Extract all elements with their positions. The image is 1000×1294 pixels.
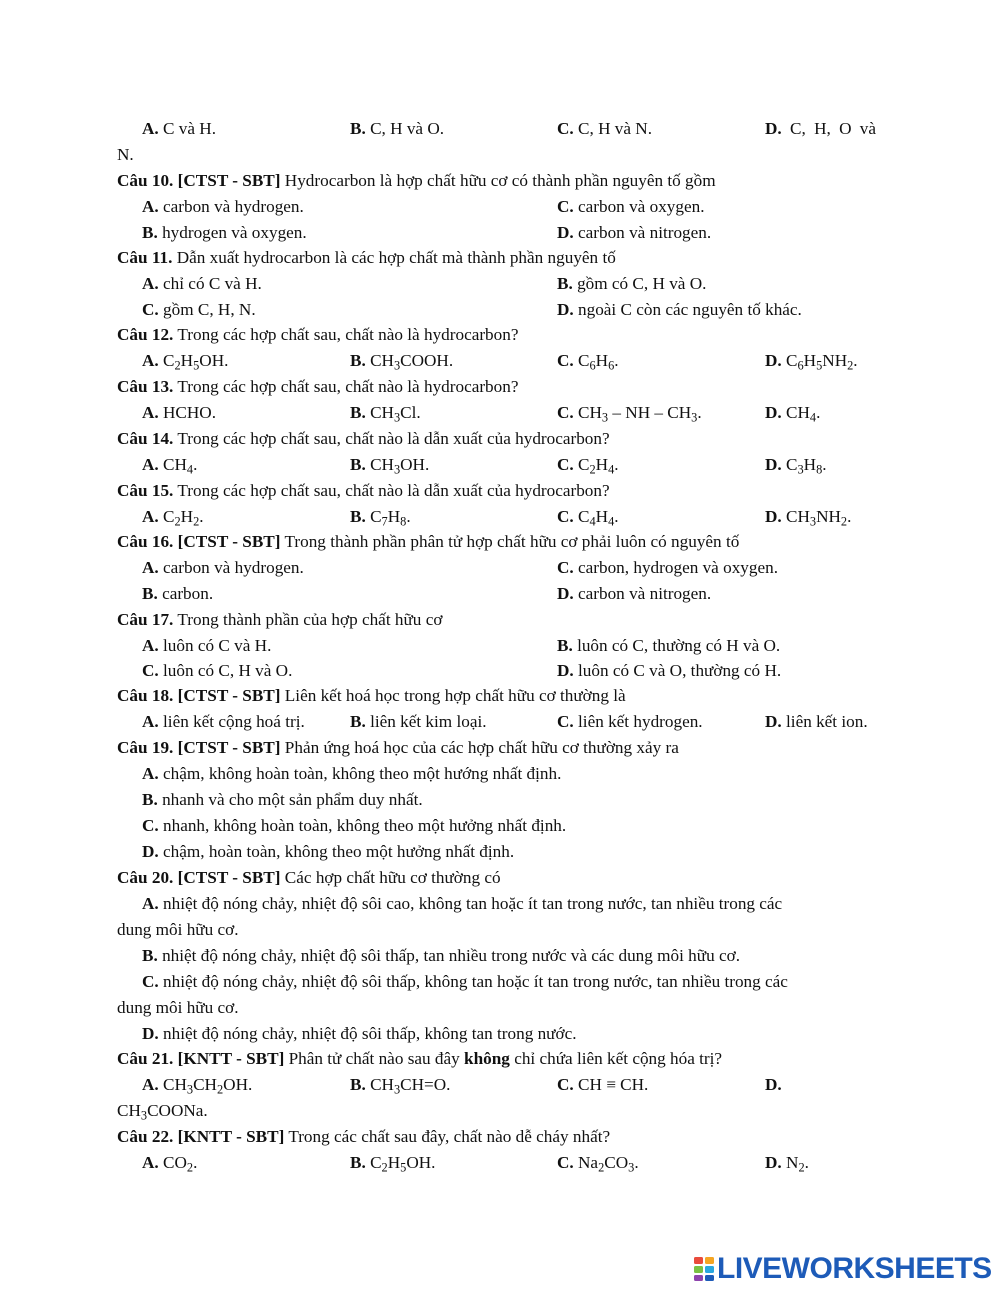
- question-16: Câu 16. [CTST - SBT] Trong thành phần phân tử hợp chất hữu cơ phải luôn có nguyên tố: [117, 532, 740, 551]
- q15-option-a: A. $C_2H_2$.: [142, 507, 204, 529]
- q20-option-a-continued: dung môi hữu cơ.: [117, 920, 239, 939]
- question-18: Câu 18. [CTST - SBT] Liên kết hoá học trong hợp chất hữu cơ thường là: [117, 686, 626, 705]
- question-17: Câu 17. Trong thành phần của hợp chất hữu cơ: [117, 610, 443, 629]
- q19-option-d: D. chậm, hoàn toàn, không theo một hưởng nhất định.: [142, 842, 515, 861]
- q21-option-d-continued: $CH_3COONa$.: [117, 1101, 208, 1123]
- q14-option-c: C. $C_2H_4$.: [557, 455, 619, 477]
- q15-option-d: D. $CH_3NH_2$.: [765, 507, 852, 529]
- question-13: Câu 13. Trong các hợp chất sau, chất nào là hydrocarbon?: [117, 377, 519, 396]
- q9-option-d-continued: N.: [117, 145, 134, 164]
- question-11: Câu 11. Dẫn xuất hydrocarbon là các hợp chất mà thành phần nguyên tố: [117, 248, 616, 267]
- q12-option-a: A. $C_2H_5OH$.: [142, 351, 229, 373]
- q20-option-a: A. nhiệt độ nóng chảy, nhiệt độ sôi cao, không tan hoặc ít tan trong nước, tan nhiều trong các: [142, 894, 783, 913]
- q15-option-b: B. $C_7H_8$.: [350, 507, 411, 529]
- q9-option-c: C. C, H và N.: [557, 119, 653, 138]
- question-15: Câu 15. Trong các hợp chất sau, chất nào là dẫn xuất của hydrocarbon?: [117, 481, 610, 500]
- q13-option-c: C. $CH_3$ – NH – $CH_3$.: [557, 403, 702, 425]
- q12-option-b: B. $CH_3COOH$.: [350, 351, 454, 373]
- q16-option-b: B. carbon.: [142, 584, 214, 603]
- q12-option-c: C. $C_6H_6$.: [557, 351, 619, 373]
- q18-option-b: B. liên kết kim loại.: [350, 712, 487, 731]
- q14-option-a: A. $CH_4$.: [142, 455, 198, 477]
- q22-option-d: D. $N_2$.: [765, 1153, 809, 1175]
- q19-option-a: A. chậm, không hoàn toàn, không theo một hướng nhất định.: [142, 764, 562, 783]
- q10-option-b: B. hydrogen và oxygen.: [142, 223, 307, 242]
- liveworksheets-logo-text: LIVEWORKSHEETS: [717, 1252, 992, 1285]
- q9-option-b: B. C, H và O.: [350, 119, 445, 138]
- q11-option-b: B. gồm có C, H và O.: [557, 274, 707, 293]
- q17-option-a: A. luôn có C và H.: [142, 636, 272, 655]
- q20-option-c: C. nhiệt độ nóng chảy, nhiệt độ sôi thấp, không tan hoặc ít tan trong nước, tan nhiều trong các: [142, 972, 788, 991]
- q16-option-d: D. carbon và nitrogen.: [557, 584, 712, 603]
- liveworksheets-logo-icon: [693, 1256, 715, 1282]
- q14-option-b: B. $CH_3OH$.: [350, 455, 430, 477]
- q18-option-a: A. liên kết cộng hoá trị.: [142, 712, 305, 731]
- question-12: Câu 12. Trong các hợp chất sau, chất nào là hydrocarbon?: [117, 325, 519, 344]
- question-20: Câu 20. [CTST - SBT] Các hợp chất hữu cơ thường có: [117, 868, 501, 887]
- q13-option-b: B. $CH_3Cl$.: [350, 403, 421, 425]
- q16-option-c: C. carbon, hydrogen và oxygen.: [557, 558, 778, 577]
- question-10: Câu 10. [CTST - SBT] Hydrocarbon là hợp chất hữu cơ có thành phần nguyên tố gồm: [117, 171, 716, 190]
- q17-option-d: D. luôn có C và O, thường có H.: [557, 661, 782, 680]
- q10-option-c: C. carbon và oxygen.: [557, 197, 705, 216]
- q21-option-c: C. CH ≡ CH.: [557, 1075, 649, 1094]
- q15-option-c: C. $C_4H_4$.: [557, 507, 619, 529]
- q13-option-a: A. HCHO.: [142, 403, 217, 422]
- q20-option-c-continued: dung môi hữu cơ.: [117, 998, 239, 1017]
- q18-option-d: D. liên kết ion.: [765, 712, 868, 731]
- q19-option-b: B. nhanh và cho một sản phẩm duy nhất.: [142, 790, 423, 809]
- q21-option-b: B. $CH_3CH=O$.: [350, 1075, 451, 1097]
- q22-option-c: C. $Na_2CO_3$.: [557, 1153, 639, 1175]
- q18-option-c: C. liên kết hydrogen.: [557, 712, 703, 731]
- q11-option-c: C. gồm C, H, N.: [142, 300, 256, 319]
- liveworksheets-logo: [693, 1253, 992, 1285]
- q22-option-b: B. $C_2H_5OH$.: [350, 1153, 436, 1175]
- q19-option-c: C. nhanh, không hoàn toàn, không theo một hưởng nhất định.: [142, 816, 567, 835]
- q10-option-d: D. carbon và nitrogen.: [557, 223, 712, 242]
- q20-option-d: D. nhiệt độ nóng chảy, nhiệt độ sôi thấp, không tan trong nước.: [142, 1024, 577, 1043]
- q20-option-b: B. nhiệt độ nóng chảy, nhiệt độ sôi thấp, tan nhiều trong nước và các dung môi hữu cơ.: [142, 946, 740, 965]
- q11-option-d: D. ngoài C còn các nguyên tố khác.: [557, 300, 802, 319]
- q13-option-d: D. $CH_4$.: [765, 403, 821, 425]
- q9-option-d: D. C, H, O và: [765, 119, 877, 138]
- q22-option-a: A. $CO_2$.: [142, 1153, 198, 1175]
- question-22: Câu 22. [KNTT - SBT] Trong các chất sau đây, chất nào dễ cháy nhất?: [117, 1127, 611, 1146]
- question-14: Câu 14. Trong các hợp chất sau, chất nào là dẫn xuất của hydrocarbon?: [117, 429, 610, 448]
- q10-option-a: A. carbon và hydrogen.: [142, 197, 304, 216]
- q9-option-a: A. C và H.: [142, 119, 217, 138]
- question-19: Câu 19. [CTST - SBT] Phản ứng hoá học của các hợp chất hữu cơ thường xảy ra: [117, 738, 679, 757]
- question-21: Câu 21. [KNTT - SBT] Phân tử chất nào sau đây không chỉ chứa liên kết cộng hóa trị?: [117, 1049, 723, 1068]
- q21-option-a: A. $CH_3CH_2OH$.: [142, 1075, 253, 1097]
- q14-option-d: D. $C_3H_8$.: [765, 455, 827, 477]
- q21-option-d: D.: [765, 1075, 782, 1094]
- q12-option-d: D. $C_6H_5NH_2$.: [765, 351, 858, 373]
- q11-option-a: A. chỉ có C và H.: [142, 274, 262, 293]
- q17-option-b: B. luôn có C, thường có H và O.: [557, 636, 781, 655]
- q17-option-c: C. luôn có C, H và O.: [142, 661, 293, 680]
- q16-option-a: A. carbon và hydrogen.: [142, 558, 304, 577]
